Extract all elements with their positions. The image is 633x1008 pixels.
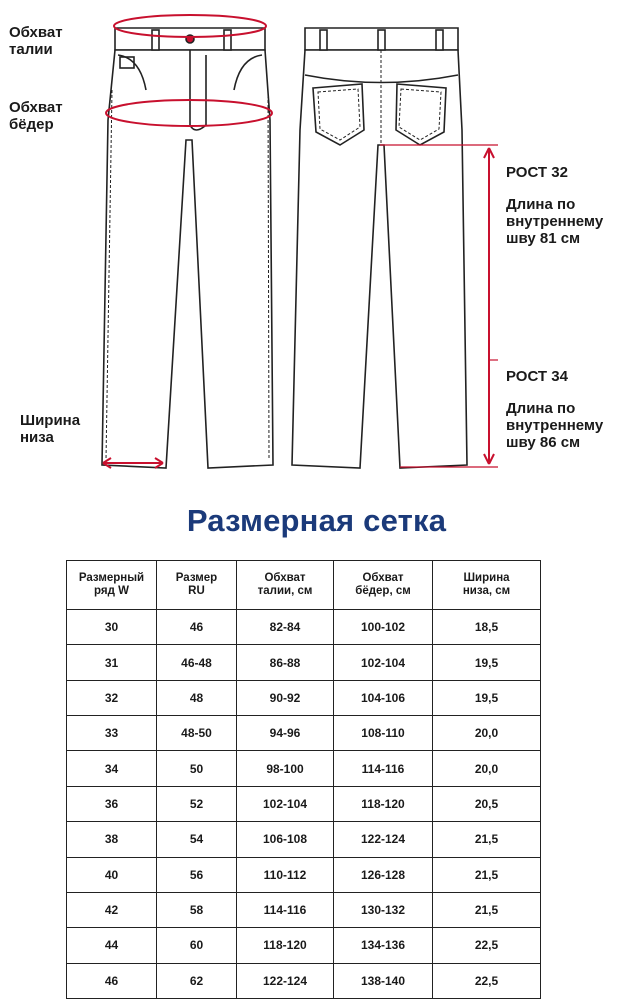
table-row (67, 716, 541, 751)
cell-waist: 86-88 (237, 645, 334, 680)
cell-w: 42 (67, 892, 157, 927)
cell-ru: 50 (157, 751, 237, 786)
cell-hem: 21,5 (433, 857, 541, 892)
cell-hem: 19,5 (433, 680, 541, 715)
cell-w: 33 (67, 716, 157, 751)
table-header-row (67, 561, 541, 610)
cell-ru: 46-48 (157, 645, 237, 680)
size-table (66, 560, 541, 999)
cell-ru: 52 (157, 786, 237, 821)
cell-hem: 20,0 (433, 716, 541, 751)
cell-hips: 118-120 (334, 786, 433, 821)
cell-w: 44 (67, 928, 157, 963)
rost34-label: РОСТ 34 (506, 368, 568, 385)
cell-waist: 90-92 (237, 680, 334, 715)
cell-waist: 82-84 (237, 610, 334, 645)
cell-ru: 58 (157, 892, 237, 927)
cell-hips: 122-124 (334, 822, 433, 857)
cell-hem: 19,5 (433, 645, 541, 680)
hem-label: Ширина низа (20, 412, 81, 446)
cell-ru: 48 (157, 680, 237, 715)
cell-hem: 21,5 (433, 892, 541, 927)
header-waist: Обхват талии, см (237, 561, 334, 610)
inseam34-label: Длина по внутреннему шву 86 см (506, 400, 604, 451)
cell-waist: 98-100 (237, 751, 334, 786)
cell-waist: 110-112 (237, 857, 334, 892)
rost32-label: РОСТ 32 (506, 164, 568, 181)
table-row (67, 751, 541, 786)
cell-hem: 22,5 (433, 928, 541, 963)
cell-w: 36 (67, 786, 157, 821)
cell-w: 32 (67, 680, 157, 715)
cell-waist: 102-104 (237, 786, 334, 821)
cell-hips: 134-136 (334, 928, 433, 963)
table-row (67, 645, 541, 680)
table-row (67, 610, 541, 645)
cell-hips: 114-116 (334, 751, 433, 786)
cell-hem: 20,5 (433, 786, 541, 821)
cell-waist: 94-96 (237, 716, 334, 751)
cell-w: 40 (67, 857, 157, 892)
cell-ru: 46 (157, 610, 237, 645)
cell-hips: 138-140 (334, 963, 433, 998)
table-body (67, 610, 541, 999)
cell-waist: 118-120 (237, 928, 334, 963)
header-w: Размерный ряд W (67, 561, 157, 610)
table-row (67, 680, 541, 715)
cell-hips: 104-106 (334, 680, 433, 715)
cell-hem: 22,5 (433, 963, 541, 998)
cell-w: 34 (67, 751, 157, 786)
cell-hips: 130-132 (334, 892, 433, 927)
waist-label: Обхват талии (9, 24, 63, 58)
cell-ru: 60 (157, 928, 237, 963)
hips-label: Обхват бёдер (9, 99, 63, 133)
cell-ru: 54 (157, 822, 237, 857)
cell-waist: 114-116 (237, 892, 334, 927)
cell-ru: 56 (157, 857, 237, 892)
inseam32-label: Длина по внутреннему шву 81 см (506, 196, 604, 247)
cell-hem: 18,5 (433, 610, 541, 645)
cell-hem: 20,0 (433, 751, 541, 786)
front-jeans (102, 28, 273, 468)
table-row (67, 963, 541, 998)
cell-w: 31 (67, 645, 157, 680)
cell-w: 46 (67, 963, 157, 998)
header-hips: Обхват бёдер, см (334, 561, 433, 610)
back-jeans (292, 28, 467, 468)
table-row (67, 822, 541, 857)
header-hem: Ширина низа, см (433, 561, 541, 610)
cell-hips: 126-128 (334, 857, 433, 892)
cell-ru: 62 (157, 963, 237, 998)
cell-hem: 21,5 (433, 822, 541, 857)
table-row (67, 786, 541, 821)
cell-waist: 106-108 (237, 822, 334, 857)
cell-waist: 122-124 (237, 963, 334, 998)
cell-hips: 100-102 (334, 610, 433, 645)
table-row (67, 857, 541, 892)
cell-hips: 108-110 (334, 716, 433, 751)
cell-w: 38 (67, 822, 157, 857)
size-chart-title: Размерная сетка (186, 503, 447, 538)
cell-hips: 102-104 (334, 645, 433, 680)
header-ru: Размер RU (157, 561, 237, 610)
table-row (67, 928, 541, 963)
table-row (67, 892, 541, 927)
cell-ru: 48-50 (157, 716, 237, 751)
cell-w: 30 (67, 610, 157, 645)
